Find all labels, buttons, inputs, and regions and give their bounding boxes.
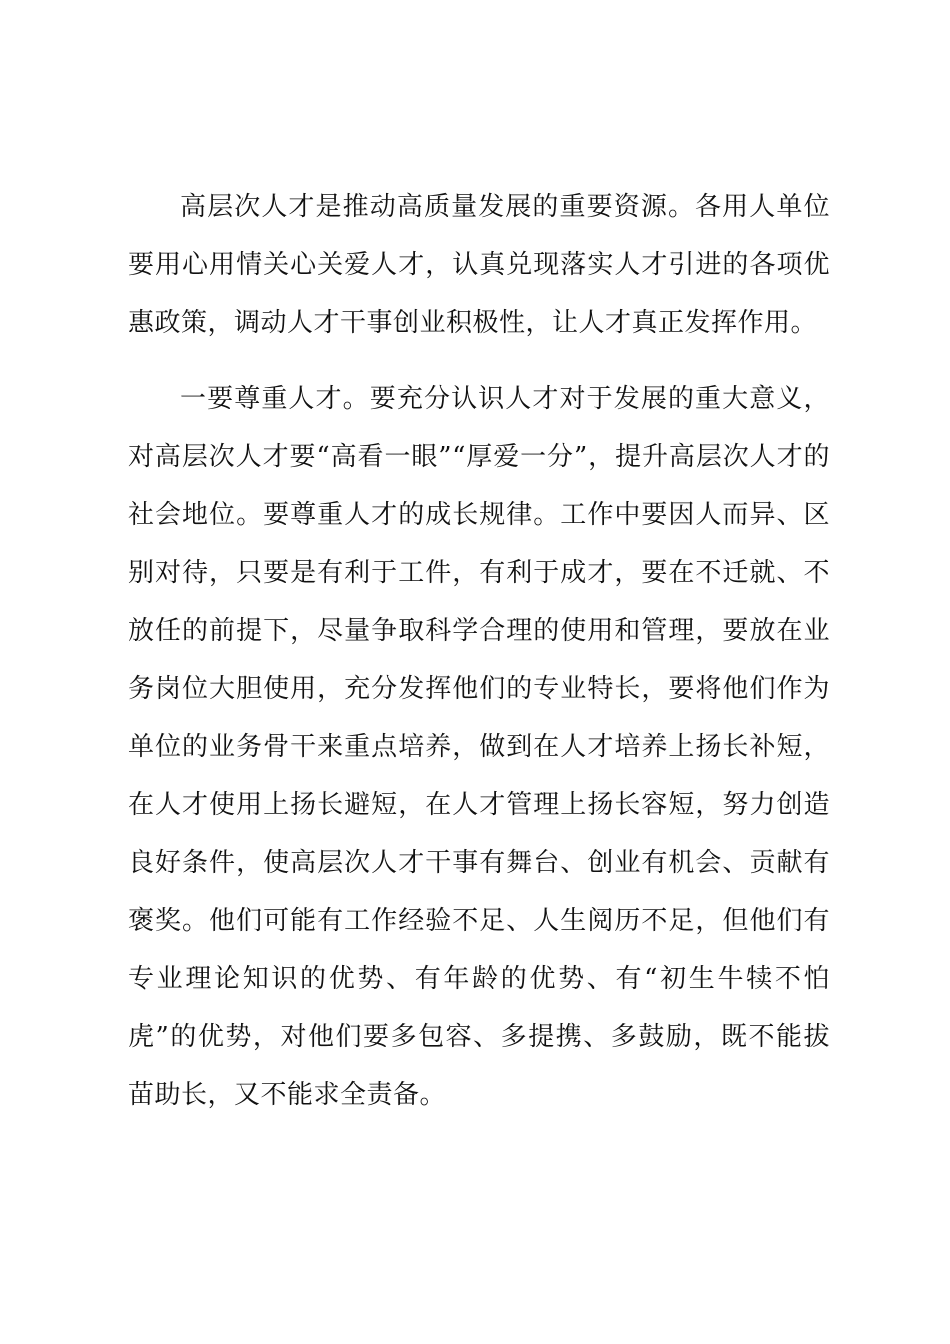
- document-page: [128, 178, 830, 1124]
- paragraph-1: 高层次人才是推动高质量发展的重要资源。各用人单位要用心用情关心关爱人才，认真兑现落实人才引进的各项优惠政策，调动人才干事创业积极性，让人才真正发挥作用。: [128, 192, 830, 338]
- paragraph-2: 一要尊重人才。要充分认识人才对于发展的重大意义，对高层次人才要“高看一眼”“厚爱一分”，提升高层次人才的社会地位。要尊重人才的成长规律。工作中要因人而异、区别对待，只要是有利于工件，有利于成才，要在不迁就、不放任的前提下，尽量争取科学合理的使用和管理，要放在业务岗位大胆使用，充分发挥他们的专业特长，要将他们作为单位的业务骨干来重点培养，做到在人才培养上扬长补短，在人才使用上扬长避短，在人才管理上扬长容短，努力创造良好条件，使高层次人才干事有舞台、创业有机会、贡献有褒奖。他们可能有工作经验不足、人生阅历不足，但他们有专业理论知识的优势、有年龄的优势、有“初生牛犊不怕虎”的优势，对他们要多包容、多提携、多鼓励，既不能拔苗助长，又不能求全责备。: [128, 384, 830, 1110]
